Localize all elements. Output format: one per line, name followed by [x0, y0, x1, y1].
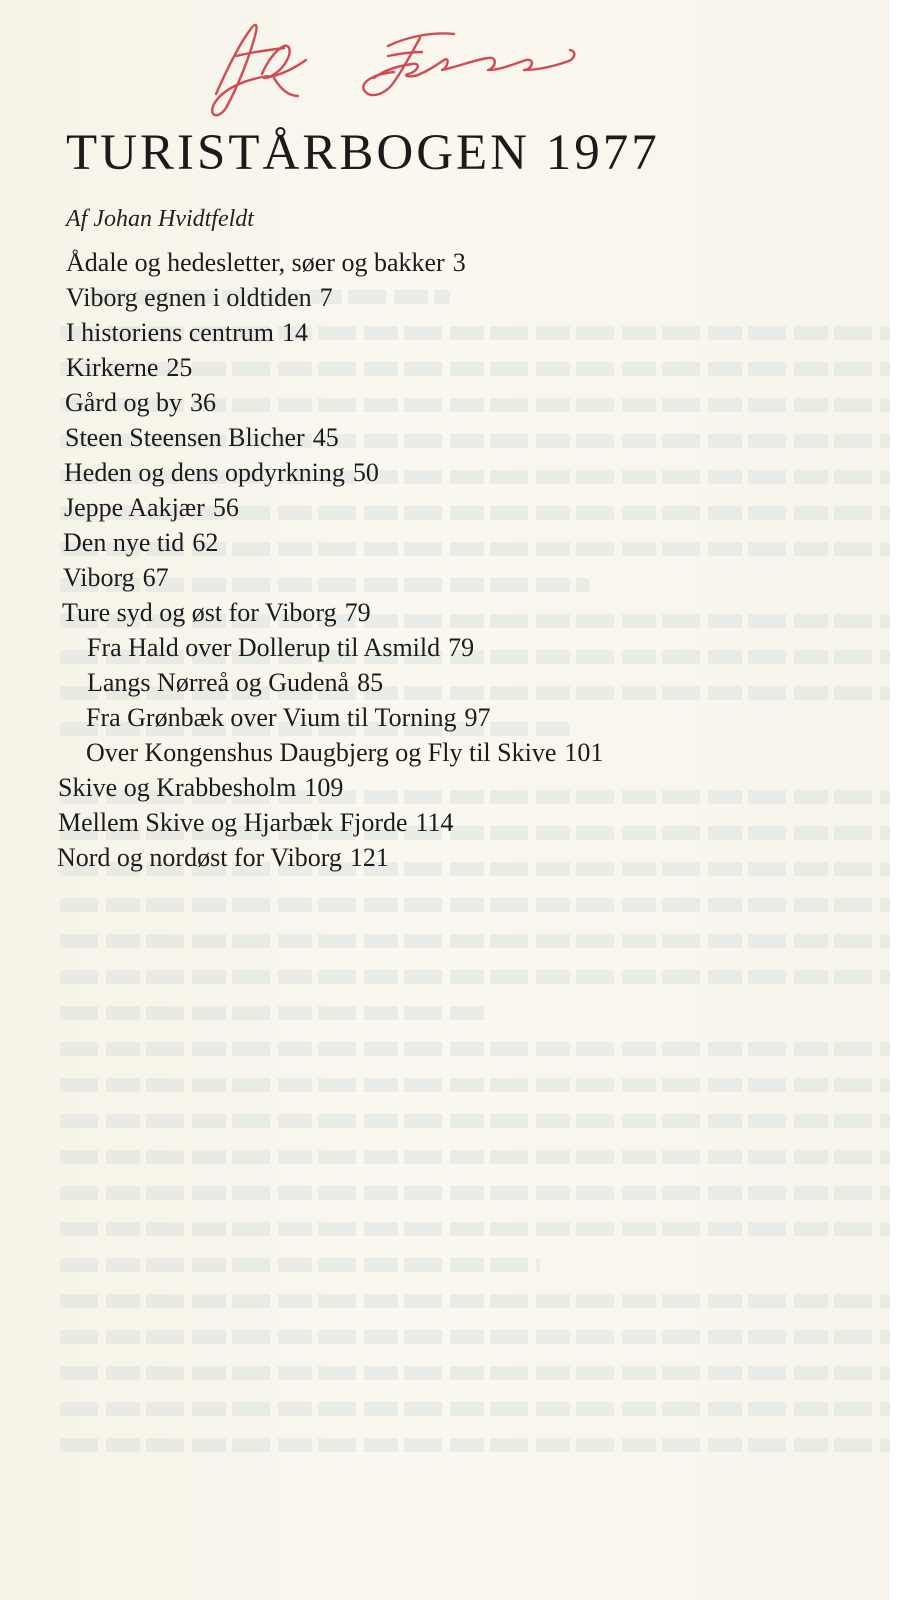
toc-entry [58, 810, 454, 836]
toc-entry [58, 775, 343, 801]
toc-entry [64, 495, 239, 521]
toc-page-number: 50 [352, 458, 379, 487]
toc-page-number: 62 [192, 528, 219, 557]
toc-page-number: 109 [304, 773, 344, 802]
toc-page-number: 14 [281, 318, 308, 347]
toc-entry-title: Langs Nørreå og Gudenå [87, 668, 350, 697]
toc-page-number: 36 [189, 388, 216, 417]
book-title: TURISTÅRBOGEN 1977 [66, 125, 660, 181]
toc-entry [66, 320, 308, 346]
toc-page-number: 79 [344, 598, 371, 627]
toc-entry-title: Ture syd og øst for Viborg [62, 598, 337, 627]
toc-page-number: 97 [464, 703, 491, 732]
toc-page-number: 56 [212, 493, 239, 522]
toc-entry [64, 460, 379, 486]
toc-entry-title: Viborg [63, 563, 135, 592]
toc-entry-title: I historiens centrum [66, 318, 274, 347]
toc-entry [65, 425, 339, 451]
toc-page-number: 114 [415, 808, 454, 837]
toc-subentry [87, 670, 383, 696]
toc-entry-title: Kirkerne [66, 353, 159, 382]
toc-page-number: 121 [349, 843, 389, 872]
toc-entry [62, 600, 371, 626]
toc-page-number: 79 [448, 633, 475, 662]
toc-entry [63, 530, 218, 556]
toc-page-number: 3 [452, 248, 466, 277]
toc-entry [66, 250, 466, 276]
toc-entry-title: Mellem Skive og Hjarbæk Fjorde [58, 808, 408, 837]
toc-entry-title: Nord og nordøst for Viborg [57, 843, 342, 872]
toc-page-number: 7 [319, 283, 333, 312]
toc-page-number: 85 [357, 668, 384, 697]
toc-subentry [86, 740, 603, 766]
toc-entry [66, 285, 333, 311]
toc-entry [65, 390, 216, 416]
toc-entry-title: Over Kongenshus Daugbjerg og Fly til Skive [86, 738, 557, 767]
toc-page-number: 25 [166, 353, 193, 382]
toc-entry-title: Ådale og hedesletter, søer og bakker [66, 248, 445, 277]
scan-margin [890, 0, 918, 1600]
toc-entry-title: Viborg egnen i oldtiden [66, 283, 312, 312]
toc-subentry [86, 705, 490, 731]
toc-entry [63, 565, 169, 591]
author-byline: Af Johan Hvidtfeldt [66, 206, 254, 232]
toc-entry-title: Jeppe Aakjær [64, 493, 205, 522]
toc-entry-title: Den nye tid [63, 528, 185, 557]
toc-page-number: 101 [564, 738, 604, 767]
toc-entry [66, 355, 192, 381]
toc-entry [57, 845, 389, 871]
toc-page-number: 45 [312, 423, 339, 452]
toc-entry-title: Skive og Krabbesholm [58, 773, 297, 802]
toc-entry-title: Gård og by [65, 388, 182, 417]
toc-entry-title: Fra Hald over Dollerup til Asmild [87, 633, 441, 662]
toc-entry-title: Heden og dens opdyrkning [64, 458, 345, 487]
signature [198, 16, 588, 126]
toc-page-number: 67 [142, 563, 169, 592]
toc-entry-title: Fra Grønbæk over Vium til Torning [86, 703, 457, 732]
toc-entry-title: Steen Steensen Blicher [65, 423, 305, 452]
toc-subentry [87, 635, 474, 661]
